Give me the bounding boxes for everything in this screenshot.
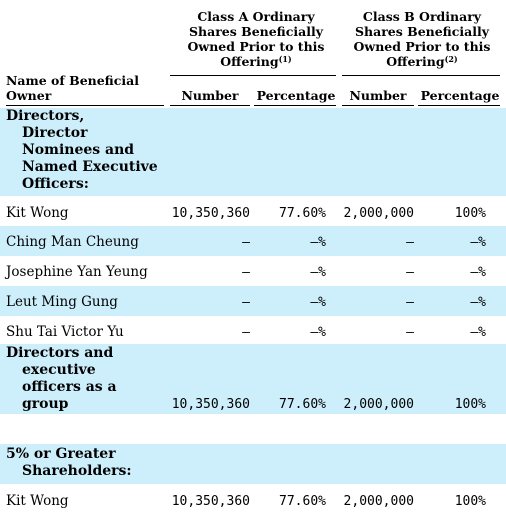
class-b-number: — xyxy=(406,295,414,310)
class-a-number: 10,350,360 xyxy=(171,494,250,509)
class-b-number: — xyxy=(406,235,414,250)
class-b-header-line-4: Offering xyxy=(386,54,445,69)
owner-name: Leut Ming Gung xyxy=(6,294,118,310)
class-a-header-line-4: Offering xyxy=(220,54,279,69)
class-b-number: 2,000,000 xyxy=(343,494,414,509)
name-column-rule xyxy=(6,105,164,106)
class-b-number: — xyxy=(406,265,414,280)
class-b-percentage: 100% xyxy=(454,206,486,221)
class-a-header-rule xyxy=(170,75,336,76)
class-b-header xyxy=(341,9,503,69)
table-row xyxy=(0,316,506,344)
class-b-percentage: —% xyxy=(470,265,486,280)
class-b-header-rule xyxy=(342,75,500,76)
class-b-percentage-header: Percentage xyxy=(420,88,500,103)
class-a-number: — xyxy=(242,325,250,340)
name-column-header xyxy=(6,73,139,103)
class-b-percentage-rule xyxy=(418,105,500,106)
class-a-percentage: 77.60% xyxy=(279,397,326,412)
section-label-directors: Directors, Director Nominees and Named Executive Officers: xyxy=(6,108,158,192)
class-b-percentage: —% xyxy=(470,295,486,310)
class-b-percentage: 100% xyxy=(454,494,486,509)
owner-name: Shu Tai Victor Yu xyxy=(6,324,124,340)
class-a-number: — xyxy=(242,235,250,250)
name-column-header-line-1: Name of Beneficial xyxy=(6,73,139,88)
class-b-number: 2,000,000 xyxy=(343,397,414,412)
class-b-percentage: 100% xyxy=(454,397,486,412)
table-row xyxy=(0,226,506,256)
class-a-number-rule xyxy=(170,105,250,106)
class-a-percentage: 77.60% xyxy=(279,206,326,221)
class-a-header-line-1: Class A Ordinary xyxy=(197,9,315,24)
class-a-header-line-2: Shares Beneficially xyxy=(188,24,323,39)
class-a-percentage: —% xyxy=(310,235,326,250)
class-b-footnote-marker: (2) xyxy=(444,54,458,64)
class-a-number: 10,350,360 xyxy=(171,397,250,412)
class-b-header-line-1: Class B Ordinary xyxy=(362,9,482,24)
table-row xyxy=(0,484,506,519)
class-b-number-header: Number xyxy=(349,88,407,103)
table-row xyxy=(0,286,506,316)
class-a-header-line-3: Owned Prior to this xyxy=(187,39,325,54)
class-b-header-line-3: Owned Prior to this xyxy=(353,39,491,54)
owner-name: Kit Wong xyxy=(6,493,69,509)
owner-name: Kit Wong xyxy=(6,205,69,221)
class-a-percentage: —% xyxy=(310,325,326,340)
name-column-header-line-2: Owner xyxy=(6,88,52,103)
class-a-number: — xyxy=(242,295,250,310)
class-a-footnote-marker: (1) xyxy=(278,54,292,64)
section-row-major-shareholders xyxy=(0,444,506,484)
class-a-header xyxy=(170,9,342,69)
class-b-number-rule xyxy=(342,105,414,106)
section-row-group-total xyxy=(0,344,506,414)
class-a-number: — xyxy=(242,265,250,280)
class-b-percentage: —% xyxy=(470,325,486,340)
class-a-percentage-header: Percentage xyxy=(256,88,336,103)
class-a-percentage-rule xyxy=(254,105,336,106)
section-row-directors xyxy=(0,108,506,196)
section-label-major-shareholders: 5% or Greater Shareholders: xyxy=(6,446,132,479)
table-row xyxy=(0,256,506,286)
class-a-percentage: —% xyxy=(310,295,326,310)
table-row xyxy=(0,196,506,226)
class-a-percentage: 77.60% xyxy=(279,494,326,509)
class-a-number-header: Number xyxy=(181,88,239,103)
class-a-percentage: —% xyxy=(310,265,326,280)
section-label-group-total: Directors and executive officers as a group xyxy=(6,345,117,412)
class-b-number: — xyxy=(406,325,414,340)
class-b-number: 2,000,000 xyxy=(343,206,414,221)
class-a-number: 10,350,360 xyxy=(171,206,250,221)
owner-name: Ching Man Cheung xyxy=(6,234,139,250)
class-b-percentage: —% xyxy=(470,235,486,250)
owner-name: Josephine Yan Yeung xyxy=(6,264,148,280)
class-b-header-line-2: Shares Beneficially xyxy=(354,24,489,39)
